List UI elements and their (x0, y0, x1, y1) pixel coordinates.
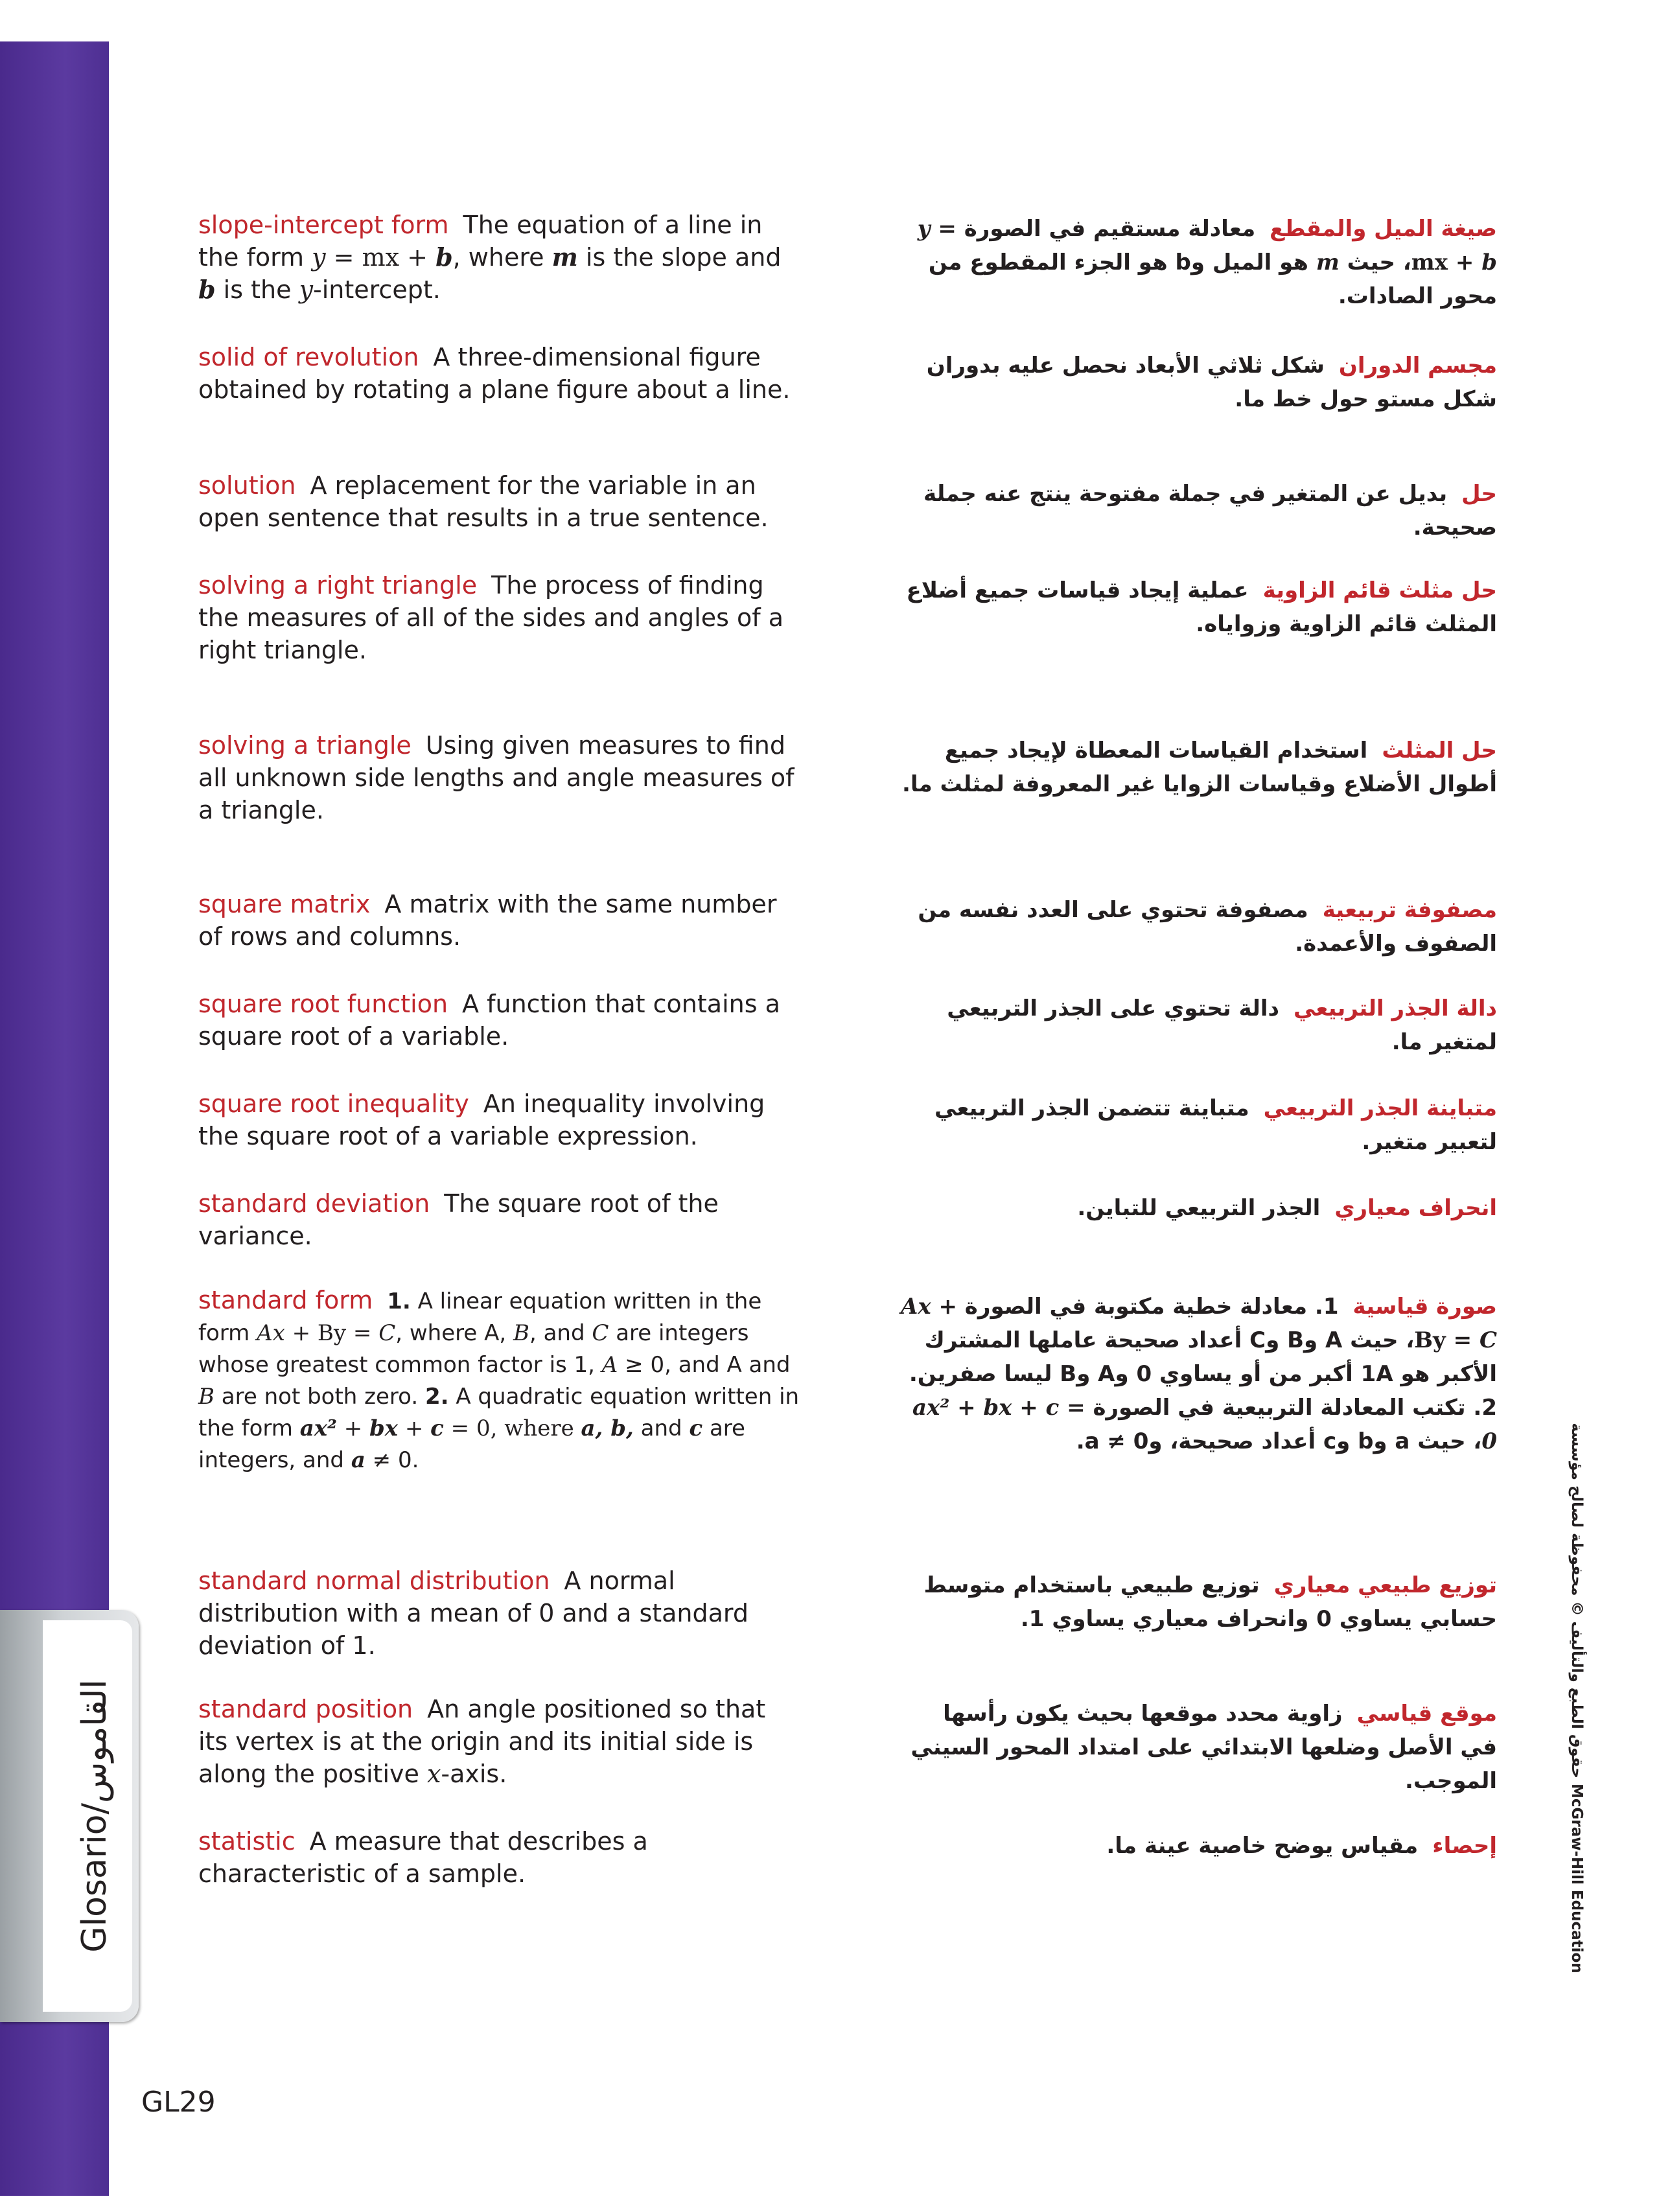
entry-en-solution: solution A replacement for the variable in an open sentence that results in a true sentence. (198, 471, 769, 532)
entry-ar-square-root-inequality: متباينة الجذر التربيعيمتباينة تتضمن الجذر التربيعي لتعبير متغير. (934, 1095, 1497, 1155)
term-en: standard deviation (198, 1189, 430, 1218)
term-en: solving a right triangle (198, 571, 478, 600)
page-number: GL29 (141, 2086, 216, 2119)
entry-en-statistic: statistic A measure that describes a characteristic of a sample. (198, 1827, 648, 1888)
term-ar: مجسم الدوران (1338, 353, 1497, 378)
term-ar: حل مثلث قائم الزاوية (1262, 577, 1497, 603)
term-en: statistic (198, 1827, 296, 1856)
term-en: solid of revolution (198, 343, 419, 371)
term-en: standard form (198, 1286, 373, 1314)
entry-en-square-root-inequality: square root inequality An inequality involving the square root of a variable expression. (198, 1089, 765, 1150)
term-en: square root inequality (198, 1089, 469, 1118)
term-ar: توزيع طبيعي معياري (1273, 1572, 1497, 1598)
entry-en-solid-of-revolution: solid of revolution A three-dimensional figure obtained by rotating a plane figure about a line. (198, 343, 791, 404)
entry-en-standard-form: standard form 1. A linear equation written in the form Ax + By = C, where A, B, and C are integers whose greatest common factor is 1, A ≥ 0, and A and B are not both zero. 2. A quadratic equation written in the form ax² + bx + c = 0, where a, b, and c are integers, and a ≠ 0. (198, 1286, 800, 1473)
term-ar: صورة قياسية (1352, 1294, 1497, 1320)
entry-en-standard-position: standard position An angle positioned so that its vertex is at the origin and its initial side is along the positive x-axis. (198, 1695, 766, 1788)
glossary-tab-label: Glosario/القاموس (75, 1679, 114, 1953)
term-en: standard position (198, 1695, 413, 1723)
term-en: square matrix (198, 890, 371, 918)
term-en: solution (198, 471, 296, 500)
entry-ar-solid-of-revolution: مجسم الدورانشكل ثلاثي الأبعاد نحصل عليه بدوران شكل مستو حول خط ما. (926, 353, 1497, 412)
term-ar: مصفوفة تربيعية (1322, 897, 1497, 923)
entry-en-square-matrix: square matrix A matrix with the same number of rows and columns. (198, 890, 777, 951)
entry-ar-solution: حلبديل عن المتغير في جملة مفتوحة ينتج عنه جملة صحيحة. (923, 481, 1497, 541)
term-ar: انحراف معياري (1334, 1195, 1497, 1221)
term-en: standard normal distribution (198, 1566, 550, 1595)
glossary-side-tab[interactable] (0, 1610, 139, 2022)
entry-ar-solving-a-right-triangle: حل مثلث قائم الزاويةعملية إيجاد قياسات جميع أضلاع المثلث قائم الزاوية وزواياه. (906, 577, 1497, 637)
term-en: solving a triangle (198, 731, 412, 760)
term-ar: حل (1461, 481, 1497, 507)
entry-en-solving-a-triangle: solving a triangle Using given measures to find all unknown side lengths and angle measures of a triangle. (198, 731, 795, 824)
entry-ar-square-matrix: مصفوفة تربيعيةمصفوفة تحتوي على العدد نفسه من الصفوف والأعمدة. (918, 897, 1497, 957)
top-margin (0, 0, 1659, 41)
entry-en-square-root-function: square root function A function that contains a square root of a variable. (198, 990, 780, 1051)
term-ar: دالة الجذر التربيعي (1294, 995, 1497, 1021)
term-en: slope-intercept form (198, 211, 449, 239)
entry-en-standard-normal-distribution: standard normal distribution A normal distribution with a mean of 0 and a standard deviation of 1. (198, 1566, 748, 1660)
entry-ar-square-root-function: دالة الجذر التربيعيدالة تحتوي على الجذر التربيعي لمتغير ما. (947, 995, 1497, 1055)
entry-ar-statistic: إحصاءمقياس يوضح خاصية عينة ما. (1106, 1833, 1497, 1859)
term-ar: صيغة الميل والمقطع (1270, 216, 1497, 242)
term-ar: موقع قياسي (1356, 1701, 1497, 1727)
entry-en-slope-intercept-form: slope-intercept form The equation of a line in the form y = mx + b, where m is the slope and b is the y-intercept. (198, 211, 782, 304)
term-ar: متباينة الجذر التربيعي (1263, 1095, 1497, 1121)
term-ar: حل المثلث (1382, 738, 1497, 763)
entry-ar-solving-a-triangle: حل المثلثاستخدام القياسات المعطاة لإيجاد جميع أطوال الأضلاع وقياسات الزوايا غير المعروفة لمثلث ما. (901, 738, 1497, 797)
term-en: square root function (198, 990, 448, 1018)
entry-ar-standard-position: موقع قياسيزاوية محدد موقعها بحيث يكون رأسها في الأصل وضلعها الابتدائي على امتداد المحور السيني الموجب. (911, 1701, 1497, 1794)
entry-en-standard-deviation: standard deviation The square root of the variance. (198, 1189, 719, 1250)
copyright-notice: حقوق الطبع والتأليف © محفوظة لصالح مؤسسة McGraw-Hill Education (1568, 1423, 1585, 1973)
entry-ar-slope-intercept-form: صيغة الميل والمقطعمعادلة مستقيم في الصورة y = mx + b، حيث m هو الميل وb هو الجزء المقطوع من محور الصادات. (917, 216, 1497, 309)
entry-ar-standard-deviation: انحراف معياريالجذر التربيعي للتباين. (1077, 1195, 1497, 1221)
entry-ar-standard-normal-distribution: توزيع طبيعي معياريتوزيع طبيعي باستخدام متوسط حسابي يساوي 0 وانحراف معياري يساوي 1. (923, 1572, 1497, 1632)
term-ar: إحصاء (1432, 1833, 1497, 1859)
entry-ar-standard-form: صورة قياسية1. معادلة خطية مكتوبة في الصورة Ax + By = C، حيث A وB وC أعداد صحيحة عاملها المشترك الأكبر هو 1A أكبر من أو يساوي 0 وA وB ليسا صفرين. 2. تكتب المعادلة التربيعية في الصورة ax² + bx + c = 0، حيث a وb وc أعداد صحيحة، وa ≠ 0. (900, 1294, 1497, 1454)
entry-en-solving-a-right-triangle: solving a right triangle The process of finding the measures of all of the sides and angles of a right triangle. (198, 571, 783, 664)
